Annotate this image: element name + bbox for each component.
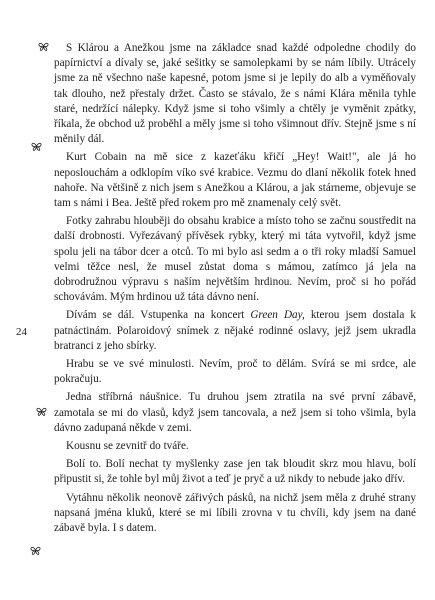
band-name: Green Day, — [250, 309, 305, 322]
paragraph: Kurt Cobain na mě sice z kazeťáku křičí „Hey! Wait!", ale já ho neposlouchám a odklopím víko své krabice. Vezmu do dlaní několik fotek hned nahoře. Na většině z nich jsem s Anežkou a Klárou, a jak stárneme, objevuje se tam s námi i Bea. Ještě před rokem pro mě znamenaly celý svět. — [54, 151, 416, 210]
butterfly-icon — [36, 407, 47, 416]
paragraph — [54, 308, 416, 354]
butterfly-icon — [38, 42, 49, 51]
paragraph: S Klárou a Anežkou jsme na základce snad každé odpoledne chodily do papírnictví a dívaly se, jaké sešitky se samolepkami by se nám líbily. Utrácely jsme za ně všechno naše kapesné, potom jsme si je lepily do alb a vyměňovaly tak dlouho, než přestaly držet. Často se stávalo, že s námi Klára měnila tyhle staré, nedržící nálepky. Když jsme si toho všimly a chtěly je vyměnit zpátky, říkala, že obchod už proběhl a měly jsme si toho všimnout dřív. Stejně jsme s ní měnily dál. — [54, 42, 416, 146]
paragraph-text: kterou jsem dostala k patnáctinám. Polaroidový snímek z nějaké rodinné oslavy, jejž jsem ukradla bratranci z jeho sbírky. — [54, 309, 416, 352]
butterfly-icon — [30, 546, 41, 555]
paragraph: Jedna stříbrná náušnice. Tu druhou jsem ztratila na své první zábavě, zamotala se mi do vlasů, když jsem tancovala, a než jsem si toho všimla, byla dávno zadupaná někde v zemi. — [54, 391, 416, 434]
paragraph: Vytáhnu několik neonově zářivých pásků, na nichž jsem měla z druhé strany napsaná jména kluků, které se mi líbili zrovna v tu chvíli, kdy jsem na dané zábavě byla. I s datem. — [54, 491, 416, 535]
paragraph: Bolí to. Bolí nechat ty myšlenky zase jen tak bloudit skrz mou hlavu, bolí připustit si, že tohle byl můj život a teď je pryč a už nikdy to nebude jako dřív. — [54, 458, 416, 486]
paragraph-text: Dívám se dál. Vstupenka na koncert — [66, 309, 251, 322]
page-number: 24 — [16, 326, 27, 338]
paragraph: Hrabu se ve své minulosti. Nevím, proč to dělám. Svírá se mi srdce, ale pokračuju. — [54, 358, 416, 386]
paragraph: Kousnu se zevnitř do tváře. — [66, 440, 189, 453]
body-text — [54, 41, 416, 539]
paragraph: Fotky zahrabu hlouběji do obsahu krabice a místo toho se začnu soustředit na další drobnosti. Vyřezávaný přívěsek rybky, který mi táta vytvořil, když jsme spolu jeli na tábor dcer a otců. To mi bylo asi sedm a o tři roky mladší Samuel velmi těžce nesl, že musel zůstat doma s mámou, zatímco já jela na dobrodružnou výpravu s naším největším hrdinou. Nevím, proč si ho pořád schovávám. Mým hrdinou už táta dávno není. — [54, 215, 416, 304]
butterfly-icon — [31, 142, 42, 151]
